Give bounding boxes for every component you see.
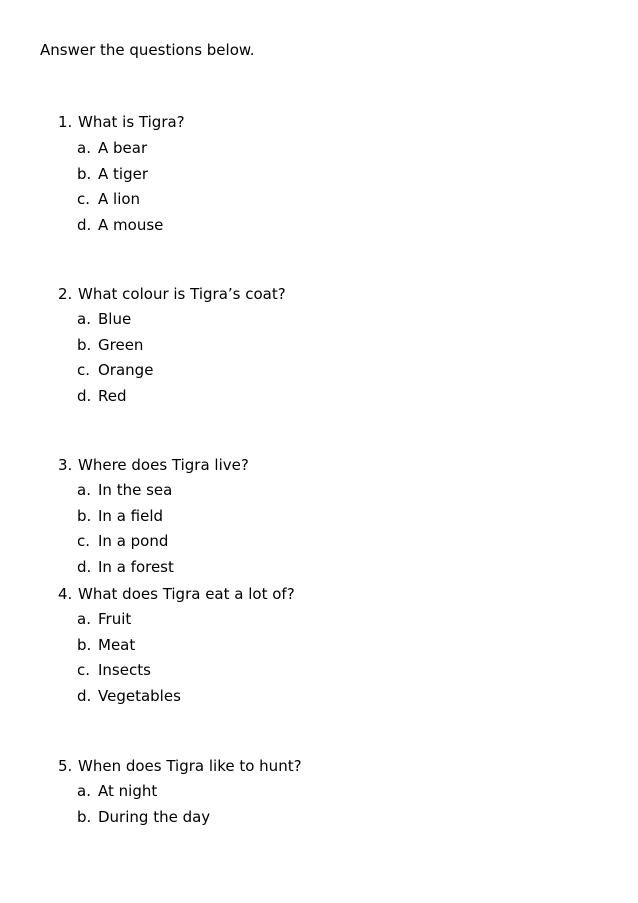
question-text	[58, 284, 286, 304]
option-letter: b.	[77, 335, 92, 354]
option-letter: b.	[77, 635, 92, 654]
answer-option	[77, 478, 249, 504]
option-letter: b.	[77, 807, 92, 826]
answer-option	[77, 136, 185, 162]
option-letter: a.	[77, 610, 91, 628]
option-text: A mouse	[98, 215, 164, 234]
question-label: What colour is Tigra’s coat?	[78, 285, 286, 303]
answer-option	[77, 213, 185, 239]
option-text: A bear	[98, 139, 148, 157]
option-text: Fruit	[98, 610, 132, 628]
answer-options	[58, 136, 185, 238]
option-text: In a forest	[98, 557, 174, 576]
answer-options	[58, 307, 286, 409]
instruction-text: Answer the questions below.	[40, 41, 255, 59]
option-text: A tiger	[98, 164, 148, 183]
answer-option	[77, 358, 286, 384]
option-text: At night	[98, 782, 158, 800]
option-letter: c.	[77, 532, 91, 550]
answer-option	[77, 805, 302, 831]
answer-option	[77, 187, 185, 213]
answer-option	[77, 684, 295, 710]
option-text: Red	[98, 386, 127, 405]
answer-option	[77, 555, 249, 581]
option-letter: b.	[77, 164, 92, 183]
option-letter: b.	[77, 506, 92, 525]
option-text: A lion	[98, 190, 141, 208]
option-letter: c.	[77, 661, 91, 679]
question-text	[58, 756, 302, 776]
question-text	[58, 584, 295, 604]
question-2	[58, 284, 286, 409]
option-letter: a.	[77, 782, 91, 800]
option-letter: a.	[77, 481, 91, 499]
option-letter: c.	[77, 190, 91, 208]
answer-options	[58, 607, 295, 709]
answer-option	[77, 633, 295, 659]
option-text: In a field	[98, 506, 164, 525]
option-text: Insects	[98, 661, 151, 679]
option-text: Green	[98, 335, 144, 354]
answer-option	[77, 607, 295, 633]
answer-option	[77, 504, 249, 530]
question-label: When does Tigra like to hunt?	[78, 757, 302, 775]
option-text: Orange	[98, 361, 154, 379]
option-text: In the sea	[98, 481, 173, 499]
question-number: 5.	[58, 757, 73, 775]
answer-option	[77, 384, 286, 410]
option-letter: d.	[77, 557, 92, 576]
question-label: What does Tigra eat a lot of?	[78, 585, 295, 603]
question-number: 4.	[58, 585, 73, 603]
option-letter: a.	[77, 139, 91, 157]
answer-option	[77, 658, 295, 684]
question-text	[58, 112, 185, 132]
answer-option	[77, 529, 249, 555]
option-letter: d.	[77, 215, 92, 234]
question-number: 2.	[58, 285, 73, 303]
option-text: Vegetables	[98, 686, 181, 705]
answer-option	[77, 162, 185, 188]
question-5	[58, 756, 302, 830]
question-text	[58, 455, 249, 475]
answer-option	[77, 333, 286, 359]
question-number: 3.	[58, 456, 73, 474]
question-label: What is Tigra?	[78, 113, 185, 131]
option-letter: c.	[77, 361, 91, 379]
option-text: In a pond	[98, 532, 169, 550]
option-letter: a.	[77, 310, 91, 328]
option-text: Meat	[98, 635, 136, 654]
question-3	[58, 455, 249, 580]
answer-options	[58, 478, 249, 580]
question-1	[58, 112, 185, 238]
option-letter: d.	[77, 686, 92, 705]
answer-option	[77, 779, 302, 805]
option-text: Blue	[98, 310, 132, 328]
option-text: During the day	[98, 807, 211, 826]
question-label: Where does Tigra live?	[78, 456, 249, 474]
answer-options	[58, 779, 302, 830]
question-4	[58, 584, 295, 709]
option-letter: d.	[77, 386, 92, 405]
answer-option	[77, 307, 286, 333]
question-number: 1.	[58, 113, 73, 131]
